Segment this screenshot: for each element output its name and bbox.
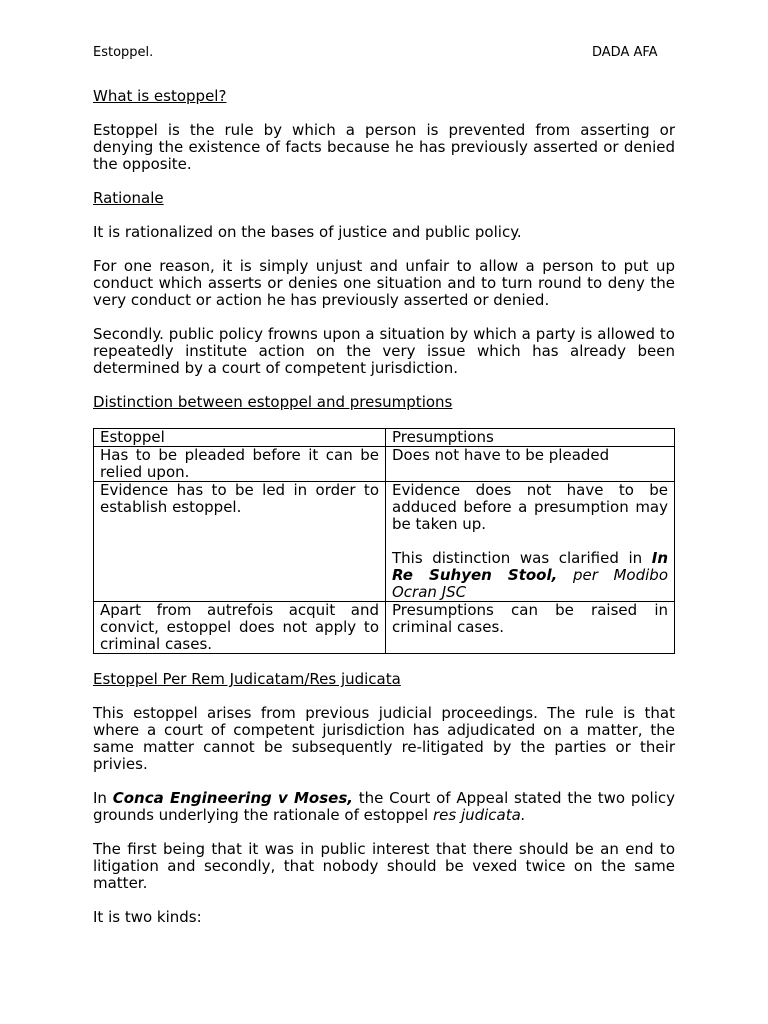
case-citation — [392, 550, 668, 601]
cell-text: Has to be pleaded before it can be relied upon. — [100, 446, 379, 481]
p2-mid: the Court of Appeal stated the two policy grounds underlying the rationale of estoppel — [93, 789, 675, 824]
table-cell — [386, 602, 675, 654]
table-header-row — [94, 429, 675, 447]
res-judicata-paragraph-2 — [93, 790, 675, 824]
citation-pre: This distinction was clarified in — [392, 549, 652, 567]
case-name: Conca Engineering v Moses, — [112, 789, 353, 807]
p2-pre: In — [93, 789, 113, 807]
table-row — [94, 482, 675, 602]
table-header-presumptions: Presumptions — [386, 429, 675, 447]
case-name: In Re Suhyen Stool, — [392, 549, 668, 584]
heading-rationale: Rationale — [93, 189, 164, 207]
table-cell — [94, 482, 386, 602]
cell-text: Evidence does not have to be adduced before a presumption may be taken up. — [392, 481, 668, 533]
document-body — [93, 88, 675, 926]
res-judicata-paragraph-4: It is two kinds: — [93, 908, 202, 926]
heading-distinction: Distinction between estoppel and presumptions — [93, 393, 453, 411]
cell-text: Apart from autrefois acquit and convict, estoppel does not apply to criminal cases. — [100, 601, 379, 653]
heading-what-is-estoppel: What is estoppel? — [93, 87, 227, 105]
res-judicata-paragraph-3: The first being that it was in public interest that there should be an end to litigation and secondly, that nobody should be vexed twice on the same matter. — [93, 840, 675, 892]
table-row — [94, 602, 675, 654]
table-cell — [94, 447, 386, 482]
table-cell — [386, 482, 675, 602]
table-row — [94, 447, 675, 482]
header-left: Estoppel. — [93, 45, 154, 60]
rationale-paragraph-2: For one reason, it is simply unjust and unfair to allow a person to put up conduct which asserts or denies one situation and to turn round to deny the very conduct or action he has previously asserted or denied. — [93, 257, 675, 309]
table-cell — [94, 602, 386, 654]
table-cell — [386, 447, 675, 482]
p2-italic: res judicata. — [432, 806, 526, 824]
res-judicata-paragraph-1: This estoppel arises from previous judicial proceedings. The rule is that where a court of competent jurisdiction has adjudicated on a matter, the same matter cannot be subsequently re-litigated by the parties or their privies. — [93, 704, 675, 773]
cell-text: Does not have to be pleaded — [392, 446, 610, 464]
rationale-paragraph-1: It is rationalized on the bases of justice and public policy. — [93, 223, 522, 241]
header-right: DADA AFA — [592, 45, 658, 60]
citation-post: per Modibo Ocran JSC — [392, 566, 668, 601]
rationale-paragraph-3: Secondly. public policy frowns upon a situation by which a party is allowed to repeatedly institute action on the very issue which has already been determined by a court of competent jurisdiction. — [93, 325, 675, 377]
cell-text: Evidence has to be led in order to establish estoppel. — [100, 481, 379, 516]
cell-text: Presumptions can be raised in criminal cases. — [392, 601, 668, 636]
heading-res-judicata: Estoppel Per Rem Judicatam/Res judicata — [93, 670, 401, 688]
table-header-estoppel: Estoppel — [94, 429, 386, 447]
definition-paragraph: Estoppel is the rule by which a person is prevented from asserting or denying the existence of facts because he has previously asserted or denied the opposite. — [93, 121, 675, 173]
distinction-table — [93, 428, 675, 654]
